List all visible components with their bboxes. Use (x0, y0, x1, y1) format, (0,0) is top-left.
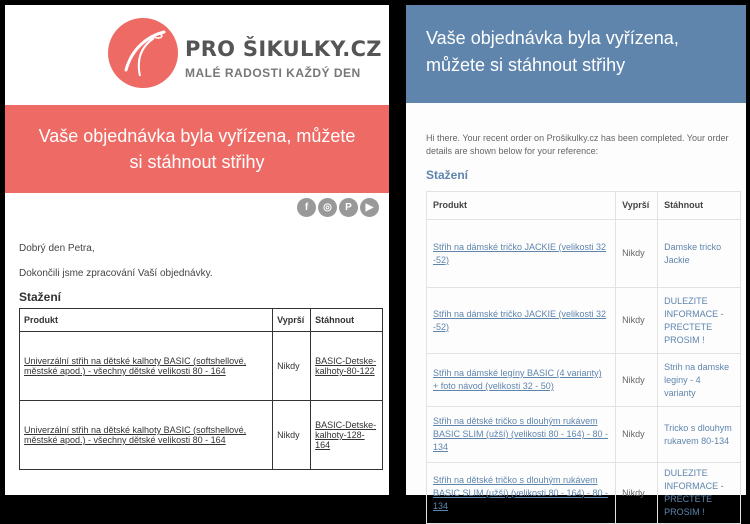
table-header-row (20, 309, 383, 332)
download-link[interactable]: DULEZITE INFORMACE - PRECTETE PROSIM ! (664, 295, 724, 345)
product-cell (427, 220, 616, 288)
product-link[interactable]: Univerzální střih na dětské kalhoty BASIC (softshellové, městské apod.) - všechny dětské velikosti 80 - 164 (24, 356, 247, 376)
logo-title: PRO ŠIKULKY.CZ (185, 37, 382, 61)
product-cell (20, 401, 273, 470)
download-link[interactable]: DULEZITE INFORMACE - PRECTETE PROSIM ! (664, 468, 724, 517)
left-email-panel (5, 5, 389, 495)
download-link[interactable]: Strih na damske leginy - 4 varianty (664, 361, 730, 398)
downloads-table (19, 308, 383, 470)
expires-cell: Nikdy (273, 332, 311, 401)
table-row (427, 354, 741, 407)
table-row (20, 401, 383, 470)
facebook-icon[interactable]: f (297, 198, 316, 217)
product-link[interactable]: Univerzální střih na dětské kalhoty BASIC (softshellové, městské apod.) - všechny dětské velikosti 80 - 164 (24, 425, 247, 445)
social-links (297, 198, 379, 217)
product-link[interactable]: Střih na dámské tričko JACKIE (velikosti 32 -52) (433, 308, 607, 332)
product-link[interactable]: Střih na dětské tričko s dlouhým rukávem BASIC SLIM (užší) (velikosti 80 - 164) - 80 - 134 (433, 474, 609, 511)
product-cell (427, 407, 616, 463)
youtube-icon[interactable]: ▶ (360, 198, 379, 217)
expires-cell: Nikdy (616, 407, 658, 463)
product-link[interactable]: Střih na dámské legíny BASIC (4 varianty) + foto návod (velikosti 32 - 50) (433, 368, 602, 391)
header-download: Stáhnout (311, 309, 383, 332)
download-cell (311, 401, 383, 470)
logo-area (5, 5, 389, 103)
product-cell (427, 463, 616, 524)
product-link[interactable]: Střih na dámské tričko JACKIE (velikosti 32 -52) (433, 241, 607, 265)
download-cell (658, 407, 741, 463)
download-cell (658, 288, 741, 354)
header-download: Stáhnout (658, 192, 741, 220)
expires-cell: Nikdy (616, 288, 658, 354)
order-intro: Hi there. Your recent order on Prošikulky.cz has been completed. Your order details are shown below for your reference: (426, 133, 729, 156)
order-complete-header: Vaše objednávka byla vyřízena, můžete si stáhnout střihy (406, 5, 746, 103)
needle-logo-icon (108, 18, 178, 88)
pinterest-icon[interactable]: P (339, 198, 358, 217)
download-cell (658, 354, 741, 407)
table-row (427, 288, 741, 354)
download-cell (658, 463, 741, 524)
table-row (427, 407, 741, 463)
logo-subtitle: MALÉ RADOSTI KAŽDÝ DEN (185, 66, 361, 80)
download-cell (311, 332, 383, 401)
download-cell (658, 220, 741, 288)
table-row (20, 332, 383, 401)
header-expires: Vyprší (616, 192, 658, 220)
table-row (427, 220, 741, 288)
header-product: Produkt (20, 309, 273, 332)
download-link[interactable]: BASIC-Detske-kalhoty-80-122 (315, 356, 377, 376)
product-cell (427, 288, 616, 354)
downloads-heading: Stažení (19, 290, 62, 304)
expires-cell: Nikdy (616, 463, 658, 524)
product-cell (20, 332, 273, 401)
product-link[interactable]: Střih na dětské tričko s dlouhým rukávem BASIC SLIM (užší) (velikosti 80 - 164) - 80 - 134 (433, 416, 609, 452)
download-link[interactable]: Tricko s dlouhym rukavem 80-134 (664, 422, 732, 446)
downloads-table (426, 191, 741, 524)
expires-cell: Nikdy (273, 401, 311, 470)
table-header-row (427, 192, 741, 220)
expires-cell: Nikdy (616, 220, 658, 288)
table-row (427, 463, 741, 524)
right-email-panel (406, 5, 746, 517)
greeting: Dobrý den Petra, (19, 243, 95, 254)
download-link[interactable]: BASIC-Detske-kalhoty-128-164 (315, 420, 377, 450)
header-expires: Vyprší (273, 309, 311, 332)
instagram-icon[interactable]: ◎ (318, 198, 337, 217)
product-cell (427, 354, 616, 407)
order-complete-banner: Vaše objednávka byla vyřízena, můžete si stáhnout střihy (5, 105, 389, 193)
downloads-heading: Stažení (426, 168, 469, 182)
header-product: Produkt (427, 192, 616, 220)
download-link[interactable]: Damske tricko Jackie (664, 241, 722, 265)
expires-cell: Nikdy (616, 354, 658, 407)
order-message: Dokončili jsme zpracování Vaší objednávky. (19, 268, 213, 279)
